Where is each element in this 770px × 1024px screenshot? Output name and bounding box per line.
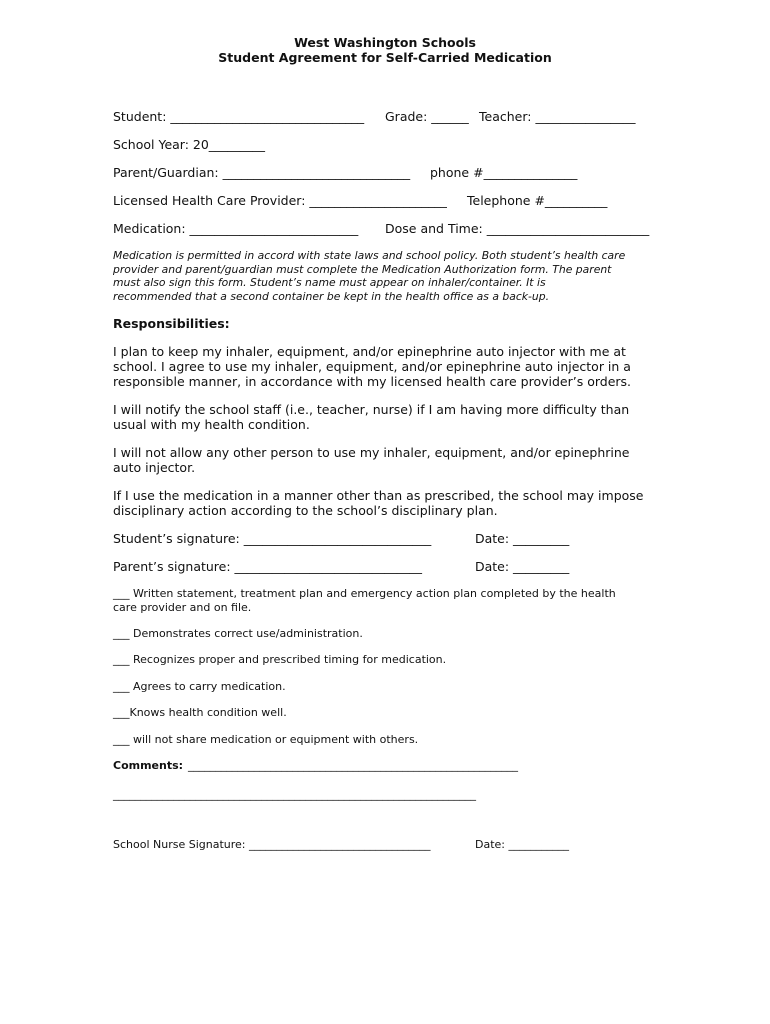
medication-field[interactable]: Medication: ___________________________	[113, 221, 359, 236]
parent-guardian-field[interactable]: Parent/Guardian: ______________________________	[113, 165, 411, 180]
parent-signature-field[interactable]: Parent’s signature: ______________________________	[113, 559, 423, 574]
checklist-item[interactable]: ___ Demonstrates correct use/administration.	[113, 627, 363, 640]
school-year-field[interactable]: School Year: 20_________	[113, 137, 266, 152]
paragraph-line: I will not allow any other person to use my inhaler, equipment, and/or epinephrine	[113, 445, 630, 460]
comments-label: Comments:	[113, 759, 184, 772]
checklist-line: ___ Written statement, treatment plan and emergency action plan completed by the health	[113, 587, 616, 600]
student-field[interactable]: Student: _______________________________	[113, 109, 365, 124]
paragraph-line: If I use the medication in a manner other than as prescribed, the school may impose	[113, 488, 644, 503]
nurse-date-field[interactable]: Date: ___________	[475, 838, 569, 851]
health-care-provider-field[interactable]: Licensed Health Care Provider: ______________________	[113, 193, 447, 208]
notice-paragraph	[113, 249, 625, 303]
checklist-item[interactable]: ___ will not share medication or equipment with others.	[113, 733, 419, 746]
paragraph-line: I will notify the school staff (i.e., teacher, nurse) if I am having more difficulty than	[113, 402, 630, 417]
paragraph-line: I plan to keep my inhaler, equipment, and/or epinephrine auto injector with me at	[113, 344, 626, 359]
checklist-item[interactable]: ___ Recognizes proper and prescribed timing for medication.	[113, 653, 447, 666]
responsibility-paragraph	[113, 344, 631, 389]
telephone-field[interactable]: Telephone #__________	[467, 193, 608, 208]
dose-and-time-field[interactable]: Dose and Time: __________________________	[385, 221, 650, 236]
parent-date-field[interactable]: Date: _________	[475, 559, 570, 574]
paragraph-line: school. I agree to use my inhaler, equipment, and/or epinephrine auto injector in a	[113, 359, 631, 374]
comments-line[interactable]: ____________________________________________________________	[188, 759, 518, 772]
responsibility-paragraph	[113, 488, 644, 518]
responsibility-paragraph	[113, 402, 629, 432]
school-name: West Washington Schools	[294, 35, 476, 50]
paragraph-line: responsible manner, in accordance with my licensed health care provider’s orders.	[113, 374, 632, 389]
responsibility-paragraph	[113, 445, 630, 475]
grade-field[interactable]: Grade: ______	[385, 109, 469, 124]
student-signature-field[interactable]: Student’s signature: ______________________________	[113, 531, 432, 546]
responsibilities-heading: Responsibilities:	[113, 316, 230, 331]
notice-line: must also sign this form. Student’s name must appear on inhaler/container. It is	[113, 276, 546, 289]
notice-line: Medication is permitted in accord with state laws and school policy. Both student’s health care	[113, 249, 626, 262]
phone-field[interactable]: phone #_______________	[430, 165, 578, 180]
checklist-item[interactable]: ___ Agrees to carry medication.	[113, 680, 286, 693]
comments-line[interactable]: __________________________________________________________________	[113, 788, 476, 801]
nurse-signature-field[interactable]: School Nurse Signature: _________________________________	[113, 838, 431, 851]
paragraph-line: usual with my health condition.	[113, 417, 310, 432]
student-date-field[interactable]: Date: _________	[475, 531, 570, 546]
notice-line: recommended that a second container be kept in the health office as a back-up.	[113, 289, 550, 303]
teacher-field[interactable]: Teacher: ________________	[479, 109, 636, 124]
form-title: Student Agreement for Self-Carried Medication	[218, 50, 552, 65]
checklist-item[interactable]: ___Knows health condition well.	[113, 706, 287, 719]
paragraph-line: auto injector.	[113, 460, 196, 475]
checklist-item[interactable]	[113, 587, 616, 615]
notice-line: provider and parent/guardian must complete the Medication Authorization form. The parent	[113, 262, 612, 276]
checklist-line: care provider and on file.	[113, 601, 252, 614]
paragraph-line: disciplinary action according to the school’s disciplinary plan.	[113, 503, 498, 518]
